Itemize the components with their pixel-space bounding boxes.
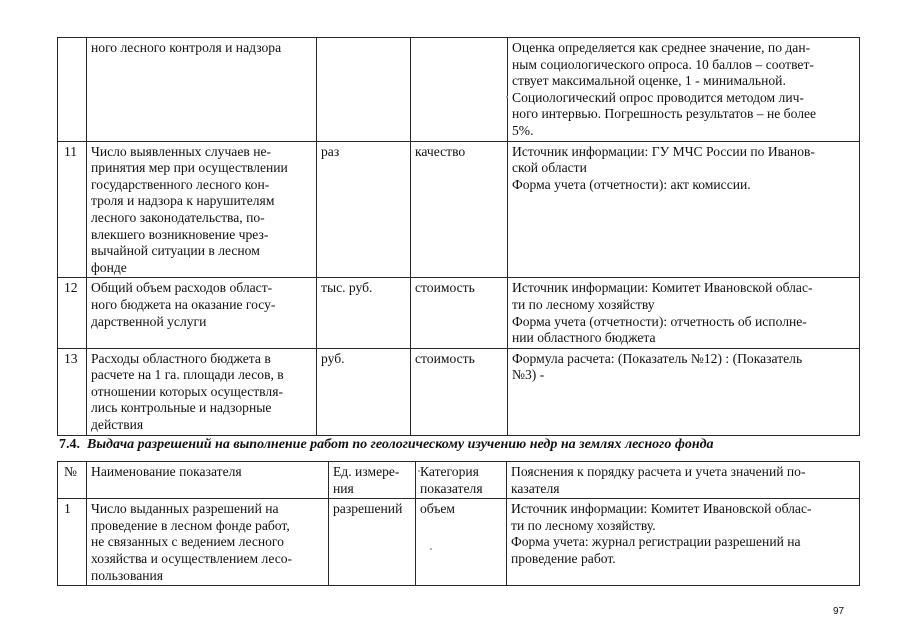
explanation: [508, 38, 860, 142]
row-number: [58, 348, 87, 435]
indicator-name-line: дарственной услуги: [91, 313, 207, 329]
explanation-line: ской области: [512, 160, 587, 176]
indicator-name-line: фонде: [91, 259, 127, 275]
indicator-category-text: стоимость: [415, 280, 475, 296]
page-number: 97: [833, 606, 845, 617]
indicator-category-line: показателя: [420, 480, 483, 496]
indicator-name-line: отношении которых осуществля-: [91, 383, 283, 399]
explanation-line: ти по лесному хозяйству: [512, 296, 655, 312]
table-header-row: [58, 462, 860, 499]
unit-of-measure: [329, 499, 416, 586]
explanation-line: Форма учета (отчетности): отчетность об исполне-: [512, 313, 807, 329]
indicator-name-line: лесного законодательства, по-: [91, 209, 265, 225]
scan-speck: [506, 96, 508, 98]
explanation-line: Форма учета: журнал регистрации разрешений на: [511, 534, 801, 550]
explanation-line: нии областного бюджета: [512, 330, 656, 346]
indicators-table-continued: [57, 37, 860, 436]
scan-speck: [430, 548, 432, 550]
explanation-line: Источник информации: Комитет Ивановской облас-: [511, 501, 812, 517]
explanation: [508, 141, 860, 278]
explanation-line: казателя: [511, 480, 560, 496]
indicator-name-line: лись контрольные и надзорные: [91, 400, 272, 416]
indicator-category: [416, 499, 507, 586]
unit-of-measure-line: ния: [333, 480, 354, 496]
section-heading: [59, 437, 714, 453]
unit-of-measure: [317, 348, 411, 435]
unit-of-measure-text: руб.: [321, 350, 345, 366]
explanation-line: 5%.: [512, 122, 534, 138]
section-title: Выдача разрешений на выполнение работ по геологическому изучению недр на землях лесного фонда: [87, 437, 714, 452]
indicator-name-line: троля и надзора к нарушителям: [91, 193, 275, 209]
indicator-category-text: объем: [420, 501, 456, 517]
unit-of-measure-text: разрешений: [333, 501, 403, 517]
table-row: [58, 278, 860, 348]
table-row: [58, 348, 860, 435]
permits-indicators-table: [57, 461, 860, 586]
unit-of-measure-text: раз: [321, 143, 340, 159]
explanation-line: Форма учета (отчетности): акт комиссии.: [512, 176, 751, 192]
indicator-name-line: проведение в лесном фонде работ,: [91, 517, 290, 533]
explanation-line: ти по лесному хозяйству.: [511, 517, 656, 533]
indicator-category-text: стоимость: [415, 350, 475, 366]
table-row: [58, 499, 860, 586]
indicator-name: [87, 278, 317, 348]
unit-of-measure-line: Ед. измере-: [333, 464, 400, 479]
indicator-category: [411, 278, 508, 348]
table-row: [58, 141, 860, 278]
row-number-text: 12: [64, 280, 78, 296]
section-number: 7.4.: [59, 437, 80, 452]
unit-of-measure-text: тыс. руб.: [321, 280, 373, 296]
explanation: [507, 499, 860, 586]
indicator-name-line: действия: [91, 417, 144, 433]
explanation-line: Социологический опрос проводится методом лич-: [512, 89, 804, 105]
explanation-line: ного интервью. Погрешность результатов – не более: [512, 106, 817, 122]
indicator-category: [411, 348, 508, 435]
indicator-name-line: пользования: [91, 567, 164, 583]
indicator-name-line: Общий объем расходов област-: [91, 280, 273, 296]
explanation: [508, 348, 860, 435]
row-number: [58, 278, 87, 348]
indicator-category-text: качество: [415, 143, 466, 159]
row-number: [58, 499, 87, 586]
indicator-name: [87, 38, 317, 142]
explanation-line: ным социологического опроса. 10 баллов – соответ-: [512, 56, 814, 72]
indicator-name-line: Расходы областного бюджета в: [91, 350, 271, 366]
explanation-line: Формула расчета: (Показатель №12) : (Показатель: [512, 350, 803, 366]
indicator-name-line: государственного лесного кон-: [91, 176, 270, 192]
unit-of-measure: [317, 141, 411, 278]
indicator-category: [411, 141, 508, 278]
explanation-line: Оценка определяется как среднее значение, по дан-: [512, 40, 811, 55]
unit-of-measure: [329, 462, 416, 499]
unit-of-measure: [317, 278, 411, 348]
indicator-name: [87, 462, 329, 499]
row-number-text: №: [64, 464, 77, 479]
indicator-name-line: не связанных с ведением лесного: [91, 534, 284, 550]
indicator-name-line: принятия мер при осуществлении: [91, 160, 288, 176]
row-number: [58, 38, 87, 142]
indicator-name-line: влекшего возникновение чрез-: [91, 226, 269, 242]
explanation-line: №3) -: [512, 367, 545, 383]
scan-speck: [418, 470, 420, 472]
indicator-name-line: хозяйства и осуществлением лесо-: [91, 550, 293, 566]
row-number-text: 1: [64, 501, 71, 517]
explanation-line: ствует максимальной оценке, 1 - минимальной.: [512, 73, 786, 89]
explanation-line: проведение работ.: [511, 550, 616, 566]
indicator-name-line: Число выявленных случаев не-: [91, 143, 272, 159]
unit-of-measure: [317, 38, 411, 142]
indicator-name-line: расчете на 1 га. площади лесов, в: [91, 367, 284, 383]
row-number: [58, 141, 87, 278]
table-row: [58, 38, 860, 142]
row-number-text: 13: [64, 350, 78, 366]
indicator-category: [411, 38, 508, 142]
indicator-name: [87, 348, 317, 435]
indicator-name: [87, 499, 329, 586]
explanation: [507, 462, 860, 499]
indicator-name-line: вычайной ситуации в лесном: [91, 243, 260, 259]
explanation-line: Источник информации: Комитет Ивановской облас-: [512, 280, 813, 296]
indicator-name: [87, 141, 317, 278]
indicator-name-text: Наименование показателя: [91, 464, 242, 479]
indicator-name-line: Число выданных разрешений на: [91, 501, 279, 517]
explanation-line: Источник информации: ГУ МЧС России по Иванов-: [512, 143, 815, 159]
row-number-text: 11: [64, 143, 78, 159]
explanation: [508, 278, 860, 348]
indicator-name-line: ного бюджета на оказание госу-: [91, 296, 276, 312]
indicator-category-line: Категория: [420, 464, 479, 479]
indicator-name-line: ного лесного контроля и надзора: [91, 40, 282, 55]
explanation-line: Пояснения к порядку расчета и учета значений по-: [511, 464, 806, 479]
row-number: [58, 462, 87, 499]
indicator-category: [416, 462, 507, 499]
